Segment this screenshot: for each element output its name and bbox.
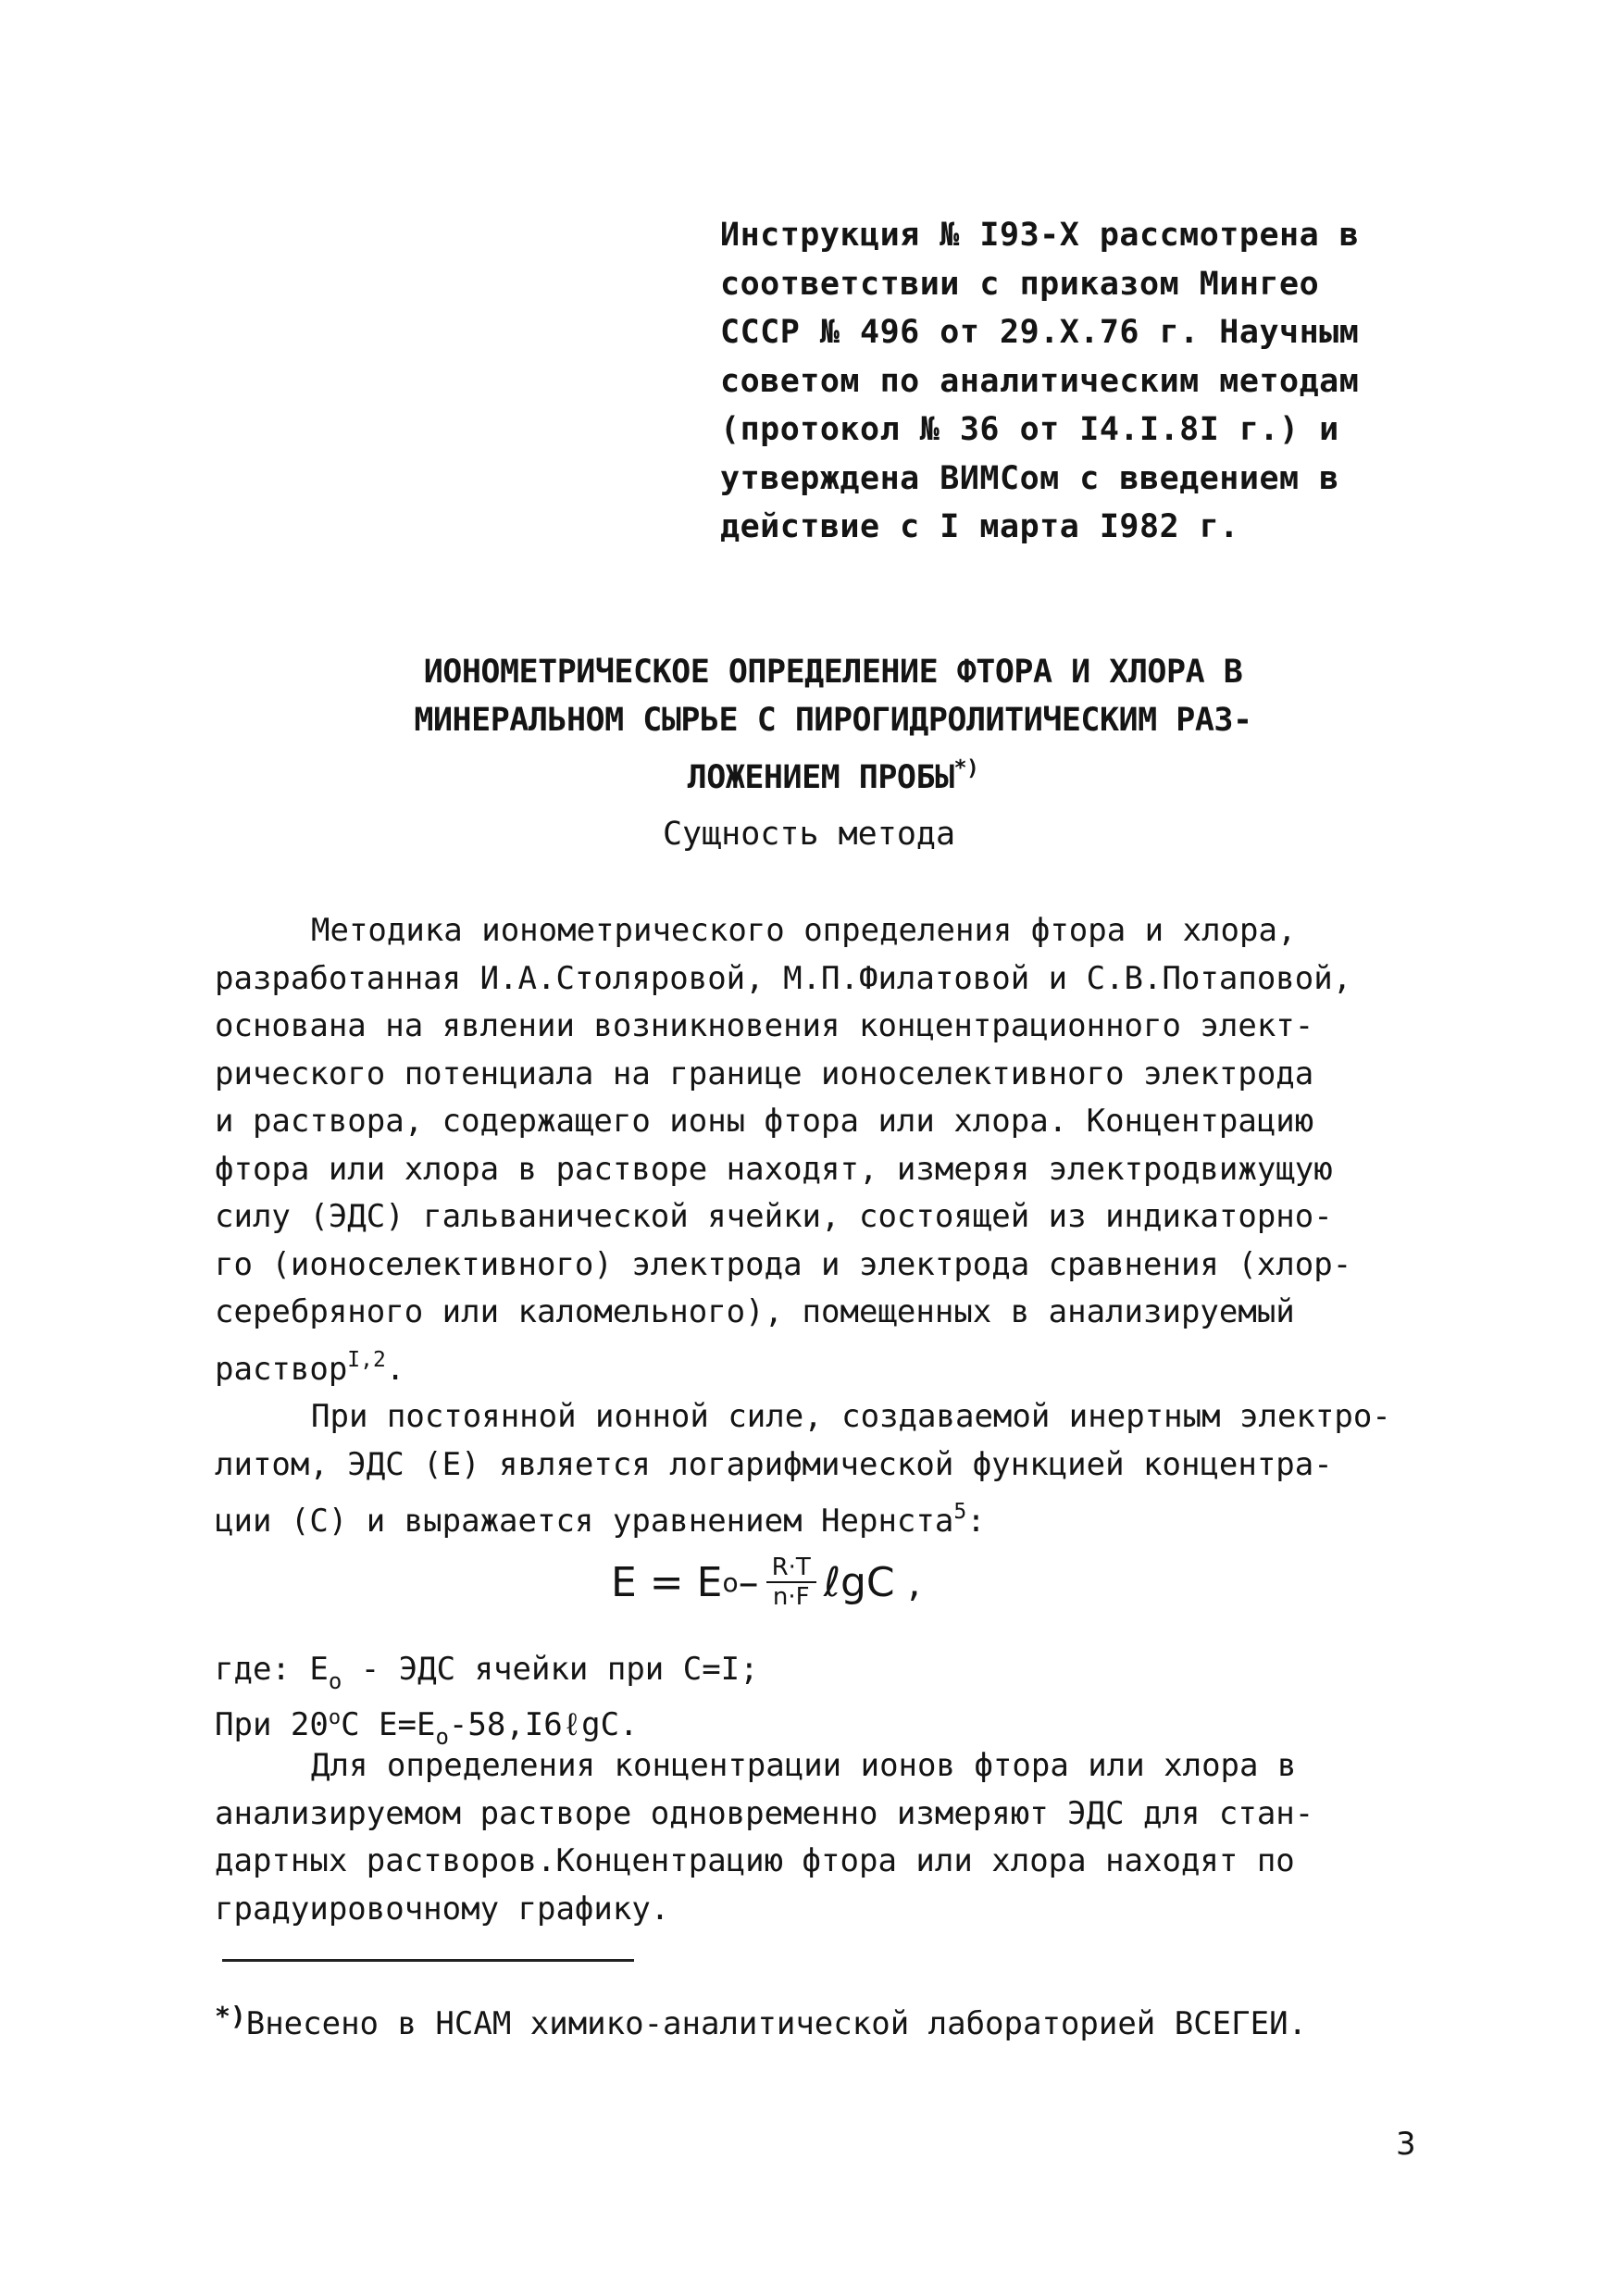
definition-subscript: o	[435, 1723, 449, 1750]
paragraph-line: литом, ЭДС (Е) является логарифмической функцией концентра-	[215, 1445, 1333, 1483]
paragraph-line: серебряного или каломельного), помещенных в анализируемый	[215, 1293, 1295, 1330]
approval-line: советом по аналитическим методам	[720, 362, 1360, 400]
approval-line: (протокол № 36 от I4.I.8I г.) и	[720, 411, 1339, 448]
approval-line: СССР № 496 от 29.Х.76 г. Научным	[720, 314, 1360, 351]
paragraph-line: и раствора, содержащего ионы фтора или хлора. Концентрацию	[215, 1103, 1314, 1140]
paragraph-line: рического потенциала на границе ионоселективного электрода	[215, 1054, 1314, 1092]
definition-subscript: o	[328, 1668, 342, 1694]
paragraph-line-last	[215, 1489, 1437, 1540]
paragraph-line-last	[215, 1337, 1437, 1388]
footnote-mark: *)	[215, 2001, 246, 2031]
definition-text: -58,I6ℓgC.	[448, 1705, 639, 1743]
paragraph-determination	[215, 1742, 1437, 1933]
definitions-block	[215, 1646, 1437, 1750]
formula-fraction	[766, 1554, 816, 1611]
definition-line	[215, 1694, 1437, 1750]
approval-line: соответствии с приказом Мингео	[720, 265, 1320, 303]
paragraph-line: Методика ионометрического определения фтора и хлора,	[311, 912, 1297, 949]
section-heading: Сущность метода	[662, 816, 956, 853]
definition-mid: С E=E	[341, 1705, 436, 1743]
page-number: 3	[1396, 2126, 1416, 2163]
degree-mark: o	[328, 1705, 342, 1729]
formula-rhs: ℓgC ,	[823, 1558, 921, 1606]
title-footnote-mark: *)	[953, 756, 979, 780]
line-end: .	[385, 1350, 405, 1388]
paragraph-line: го (ионоселективного) электрода и электрода сравнения (хлор-	[215, 1245, 1352, 1283]
reference-superscript: I,2	[347, 1347, 386, 1372]
footnote	[215, 1992, 1437, 2048]
formula-denominator: n·F	[772, 1583, 810, 1611]
paragraph-line: основана на явлении возникновения концентрационного элект-	[215, 1007, 1314, 1044]
approval-note	[720, 211, 1387, 552]
formula-lhs-subscript: o	[722, 1566, 739, 1598]
paragraph-line: разработанная И.А.Столяровой, М.П.Филатовой и С.В.Потаповой,	[215, 959, 1352, 997]
paragraph-line: дартных растворов.Концентрацию фтора или хлора находят по	[215, 1842, 1295, 1879]
line-text: ции (С) и выражается уравнением Нернста	[215, 1503, 954, 1540]
formula-numerator: R·T	[766, 1554, 816, 1583]
approval-line: Инструкция № I93-Х рассмотрена в	[720, 217, 1360, 254]
footnote-divider	[222, 1959, 634, 1962]
definition-text: - ЭДС ячейки при С=I;	[342, 1651, 759, 1688]
definition-prefix: где: E	[215, 1651, 329, 1688]
title-line: МИНЕРАЛЬНОМ СЫРЬЕ С ПИРОГИДРОЛИТИЧЕСКИМ РАЗ-	[414, 702, 1252, 739]
reference-superscript: 5	[953, 1500, 967, 1524]
paragraph-line: силу (ЭДС) гальванической ячейки, состоящей из индикаторно-	[215, 1198, 1333, 1235]
document-title	[361, 648, 1305, 802]
formula-minus: –	[738, 1558, 759, 1606]
paragraph-line: анализируемом растворе одновременно измеряют ЭДС для стан-	[215, 1794, 1314, 1832]
paragraph-method	[215, 907, 1437, 1540]
approval-line: утверждена ВИМСом с введением в	[720, 459, 1339, 497]
line-text: раствор	[215, 1350, 348, 1388]
nernst-equation	[611, 1541, 921, 1624]
definition-prefix: При 20	[215, 1705, 329, 1743]
approval-line: действие с I марта I982 г.	[720, 508, 1239, 545]
formula-lhs: E = E	[611, 1558, 723, 1606]
title-line: ИОНОМЕТРИЧЕСКОЕ ОПРЕДЕЛЕНИЕ ФТОРА И ХЛОРА В	[423, 654, 1243, 691]
title-line: ЛОЖЕНИЕМ ПРОБЫ	[687, 759, 954, 796]
paragraph-line: градуировочному графику.	[215, 1890, 670, 1928]
footnote-text: Внесено в НСАМ химико-аналитической лабораторией ВСЕГЕИ.	[245, 2005, 1308, 2042]
definition-line	[215, 1646, 1437, 1694]
title-line-last	[361, 744, 1305, 802]
paragraph-line: Для определения концентрации ионов фтора или хлора в	[311, 1747, 1297, 1784]
line-end: :	[966, 1503, 986, 1540]
paragraph-line: фтора или хлора в растворе находят, измеряя электродвижущую	[215, 1150, 1333, 1188]
paragraph-line: При постоянной ионной силе, создаваемой инертным электро-	[311, 1398, 1391, 1435]
